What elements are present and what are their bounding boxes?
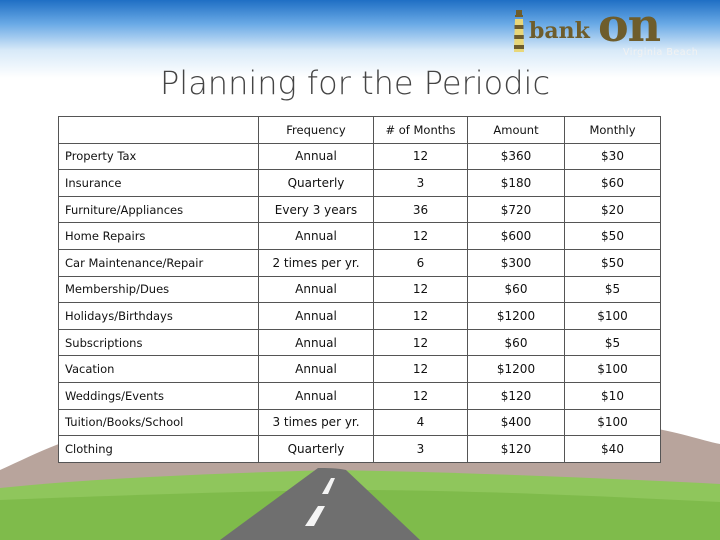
cell-months: 3 [374,170,468,197]
cell-amount: $1200 [468,356,565,383]
table-row [59,329,661,356]
cell-monthly: $100 [565,356,661,383]
cell-monthly: $30 [565,143,661,170]
bankon-logo [500,0,715,62]
logo-on-text: on [598,0,661,52]
cell-monthly: $50 [565,223,661,250]
cell-monthly: $50 [565,249,661,276]
cell-item: Clothing [59,436,259,463]
header-monthly: Monthly [565,117,661,144]
cell-frequency: 2 times per yr. [259,249,374,276]
cell-frequency: Annual [259,356,374,383]
cell-monthly: $5 [565,329,661,356]
cell-item: Property Tax [59,143,259,170]
cell-amount: $1200 [468,303,565,330]
cell-amount: $60 [468,276,565,303]
table-row [59,409,661,436]
cell-amount: $300 [468,249,565,276]
cell-item: Vacation [59,356,259,383]
header-frequency: Frequency [259,117,374,144]
cell-frequency: Annual [259,329,374,356]
cell-item: Home Repairs [59,223,259,250]
cell-frequency: 3 times per yr. [259,409,374,436]
cell-monthly: $10 [565,382,661,409]
table-row [59,382,661,409]
header-months: # of Months [374,117,468,144]
logo-subtitle: Virginia Beach [623,47,699,58]
table-row [59,223,661,250]
cell-months: 12 [374,223,468,250]
cell-months: 12 [374,276,468,303]
logo-bank-text: bank [529,18,590,44]
cell-months: 12 [374,303,468,330]
cell-frequency: Annual [259,276,374,303]
cell-frequency: Every 3 years [259,196,374,223]
table-row [59,249,661,276]
cell-months: 12 [374,143,468,170]
lighthouse-icon [512,8,526,54]
cell-item: Weddings/Events [59,382,259,409]
cell-frequency: Quarterly [259,436,374,463]
cell-months: 36 [374,196,468,223]
cell-item: Tuition/Books/School [59,409,259,436]
table-row [59,356,661,383]
cell-monthly: $5 [565,276,661,303]
cell-amount: $720 [468,196,565,223]
cell-amount: $180 [468,170,565,197]
page-title: Planning for the Periodic [160,64,551,102]
cell-months: 12 [374,329,468,356]
table-header-row [59,117,661,144]
cell-monthly: $100 [565,303,661,330]
cell-amount: $120 [468,436,565,463]
cell-frequency: Quarterly [259,170,374,197]
cell-frequency: Annual [259,223,374,250]
cell-monthly: $20 [565,196,661,223]
cell-item: Subscriptions [59,329,259,356]
cell-item: Insurance [59,170,259,197]
cell-months: 12 [374,382,468,409]
cell-monthly: $40 [565,436,661,463]
cell-amount: $60 [468,329,565,356]
cell-item: Car Maintenance/Repair [59,249,259,276]
cell-item: Furniture/Appliances [59,196,259,223]
table-row [59,303,661,330]
cell-months: 12 [374,356,468,383]
header-item [59,117,259,144]
table-row [59,436,661,463]
cell-amount: $400 [468,409,565,436]
cell-frequency: Annual [259,143,374,170]
table-row [59,170,661,197]
table-row [59,196,661,223]
periodic-expenses-table [58,116,661,463]
cell-item: Holidays/Birthdays [59,303,259,330]
cell-monthly: $100 [565,409,661,436]
cell-months: 4 [374,409,468,436]
cell-frequency: Annual [259,303,374,330]
cell-amount: $600 [468,223,565,250]
cell-monthly: $60 [565,170,661,197]
table-row [59,276,661,303]
cell-frequency: Annual [259,382,374,409]
cell-item: Membership/Dues [59,276,259,303]
table-row [59,143,661,170]
cell-amount: $120 [468,382,565,409]
cell-amount: $360 [468,143,565,170]
cell-months: 3 [374,436,468,463]
cell-months: 6 [374,249,468,276]
header-amount: Amount [468,117,565,144]
